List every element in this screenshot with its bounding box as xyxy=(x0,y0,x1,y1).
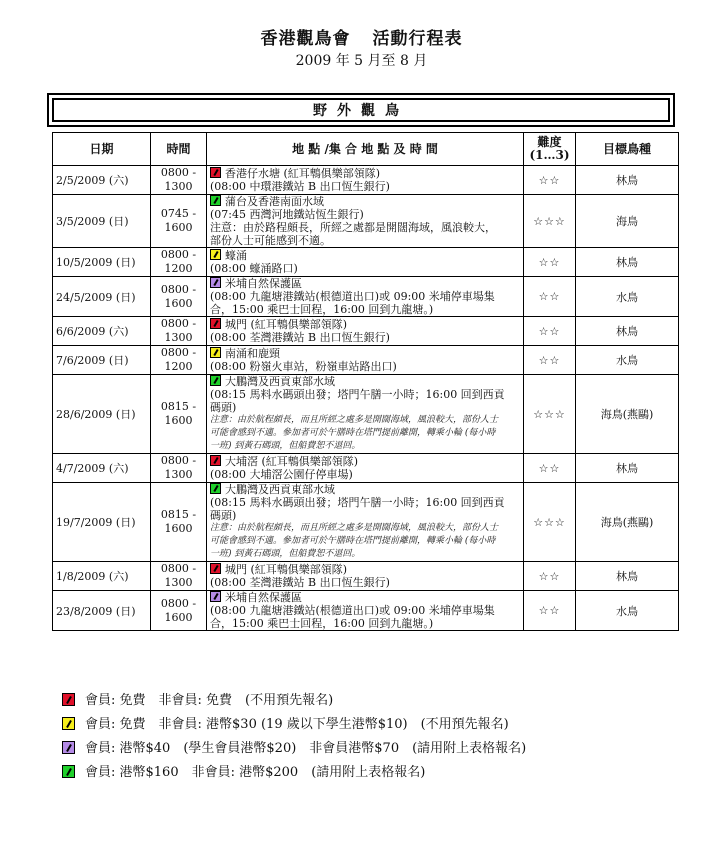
cell-target-birds: 水鳥 xyxy=(576,591,679,631)
time-start: 0800 - xyxy=(160,317,197,330)
location-note: 注意：由於航程頗長，而且所經之處多是開闊海域，風浪較大，部份人士 xyxy=(210,523,499,533)
legend-text: 會員: 免費 非會員: 港幣$30 (19 歲以下學生港幣$10) (不用預先報名) xyxy=(85,717,509,732)
location-name: 蠔涌 xyxy=(225,249,247,262)
location-name: 米埔自然保護區 xyxy=(225,591,302,604)
cell-difficulty: ☆☆ xyxy=(524,317,576,346)
fee-yellow-icon xyxy=(210,249,221,260)
location-name: 城門 (紅耳鵯俱樂部領隊) xyxy=(225,318,348,331)
location-name: 香港仔水塘 (紅耳鵯俱樂部領隊) xyxy=(225,167,381,180)
fee-red-icon xyxy=(62,693,75,706)
cell-time xyxy=(151,483,207,562)
time-start: 0800 - xyxy=(160,166,197,179)
header-difficulty-label: 難度 xyxy=(537,135,562,149)
page-title xyxy=(0,24,723,49)
cell-difficulty: ☆☆ xyxy=(524,277,576,317)
cell-location xyxy=(207,166,524,195)
cell-difficulty: ☆☆☆ xyxy=(524,375,576,454)
table-row xyxy=(53,483,679,562)
cell-target-birds: 林鳥 xyxy=(576,248,679,277)
cell-date: 4/7/2009 (六) xyxy=(53,454,151,483)
meeting-point: (08:00 蠔涌路口) xyxy=(210,262,298,275)
meeting-point: (08:00 荃灣港鐵站 B 出口恆生銀行) xyxy=(210,576,390,589)
location-name: 大埔滘 (紅耳鵯俱樂部領隊) xyxy=(225,455,359,468)
legend-text: 會員: 港幣$160 非會員: 港幣$200 (請用附上表格報名) xyxy=(85,765,426,780)
table-row xyxy=(53,317,679,346)
time-start: 0800 - xyxy=(160,248,197,261)
cell-location xyxy=(207,483,524,562)
cell-time xyxy=(151,195,207,248)
time-start: 0745 - xyxy=(160,207,197,220)
table-row xyxy=(53,454,679,483)
meeting-point: (08:15 馬料水碼頭出發；塔門午膳一小時；16:00 回到西貢 xyxy=(210,496,505,509)
fee-red-icon xyxy=(210,563,221,574)
time-end: 1600 xyxy=(164,296,193,310)
fee-green-icon xyxy=(62,765,75,778)
cell-target-birds: 林鳥 xyxy=(576,562,679,591)
cell-target-birds: 林鳥 xyxy=(576,454,679,483)
legend-text: 會員: 免費 非會員: 免費 (不用預先報名) xyxy=(85,693,334,708)
header-target: 目標鳥種 xyxy=(576,133,679,166)
meeting-point: (08:00 中環港鐵站 B 出口恆生銀行) xyxy=(210,180,390,193)
cell-date: 23/8/2009 (日) xyxy=(53,591,151,631)
time-end: 1600 xyxy=(164,414,193,427)
cell-difficulty: ☆☆ xyxy=(524,454,576,483)
cell-location xyxy=(207,375,524,454)
table-row xyxy=(53,277,679,317)
time-start: 0800 - xyxy=(160,346,197,359)
table-row xyxy=(53,166,679,195)
location-name: 南涌和鹿頸 xyxy=(225,347,280,360)
location-detail: 合，15:00 乘巴士回程，16:00 回到九龍塘。) xyxy=(210,303,434,316)
table-row xyxy=(53,562,679,591)
cell-target-birds: 水鳥 xyxy=(576,346,679,375)
cell-target-birds: 水鳥 xyxy=(576,277,679,317)
table-row xyxy=(53,375,679,454)
cell-time xyxy=(151,562,207,591)
header-location: 地 點 /集 合 地 點 及 時 間 xyxy=(207,133,524,166)
cell-target-birds: 海鳥 xyxy=(576,195,679,248)
header-time: 時間 xyxy=(151,133,207,166)
cell-location xyxy=(207,277,524,317)
header-date: 日期 xyxy=(53,133,151,166)
location-detail: 碼頭) xyxy=(210,401,237,414)
location-name: 米埔自然保護區 xyxy=(225,277,302,290)
legend-item xyxy=(62,741,526,757)
time-start: 0800 - xyxy=(160,596,197,610)
cell-target-birds: 林鳥 xyxy=(576,166,679,195)
schedule-table xyxy=(52,132,679,631)
time-end: 1200 xyxy=(164,262,193,275)
cell-difficulty: ☆☆ xyxy=(524,591,576,631)
location-note: 部份人士可能感到不適。 xyxy=(210,234,331,247)
meeting-point: (08:00 九龍塘港鐵站(根德道出口)或 09:00 米埔停車場集 xyxy=(210,290,495,303)
table-row xyxy=(53,248,679,277)
meeting-point: (08:15 馬料水碼頭出發；塔門午膳一小時；16:00 回到西貢 xyxy=(210,388,505,401)
fee-green-icon xyxy=(210,375,221,386)
location-detail: 碼頭) xyxy=(210,509,237,522)
page-subtitle: 2009 年 5 月至 8 月 xyxy=(295,53,428,69)
meeting-point: (08:00 大埔滘公園仔停車場) xyxy=(210,468,353,481)
header-difficulty xyxy=(524,133,576,166)
time-start: 0815 - xyxy=(160,508,197,521)
cell-location xyxy=(207,346,524,375)
fee-yellow-icon xyxy=(62,717,75,730)
fee-red-icon xyxy=(210,455,221,466)
cell-time xyxy=(151,346,207,375)
cell-difficulty: ☆☆☆ xyxy=(524,195,576,248)
cell-date: 24/5/2009 (日) xyxy=(53,277,151,317)
table-row xyxy=(53,346,679,375)
time-start: 0800 - xyxy=(160,454,197,467)
location-note: 可能會感到不適。參加者可於午膳時在塔門提前離開，轉乘小輪 (每小時 xyxy=(210,428,496,438)
location-detail: 合，15:00 乘巴士回程，16:00 回到九龍塘。) xyxy=(210,617,434,630)
cell-time xyxy=(151,317,207,346)
cell-date: 6/6/2009 (六) xyxy=(53,317,151,346)
cell-target-birds: 海鳥(燕鷗) xyxy=(576,483,679,562)
location-name: 城門 (紅耳鵯俱樂部領隊) xyxy=(225,563,348,576)
cell-time xyxy=(151,454,207,483)
cell-date: 19/7/2009 (日) xyxy=(53,483,151,562)
cell-location xyxy=(207,195,524,248)
header-difficulty-scale: (1…3) xyxy=(529,148,570,162)
time-start: 0800 - xyxy=(160,282,197,296)
cell-difficulty: ☆☆ xyxy=(524,562,576,591)
location-name: 大鵬灣及西貢東部水域 xyxy=(225,375,335,388)
meeting-point: (07:45 西灣河地鐵站恆生銀行) xyxy=(210,208,364,221)
legend-text: 會員: 港幣$40 (學生會員港幣$20) 非會員港幣$70 (請用附上表格報名) xyxy=(85,741,527,756)
legend-item xyxy=(62,717,509,733)
section-header xyxy=(47,93,675,127)
time-end: 1600 xyxy=(164,221,193,234)
cell-location xyxy=(207,591,524,631)
cell-date: 2/5/2009 (六) xyxy=(53,166,151,195)
cell-time xyxy=(151,591,207,631)
table-row xyxy=(53,195,679,248)
fee-purple-icon xyxy=(62,741,75,754)
legend-item xyxy=(62,765,425,781)
time-end: 1600 xyxy=(164,522,193,535)
fee-purple-icon xyxy=(210,277,221,288)
cell-location xyxy=(207,454,524,483)
cell-date: 3/5/2009 (日) xyxy=(53,195,151,248)
cell-time xyxy=(151,277,207,317)
fee-red-icon xyxy=(210,318,221,329)
cell-difficulty: ☆☆☆ xyxy=(524,483,576,562)
title-org: 香港觀鳥會 xyxy=(260,29,351,49)
fee-yellow-icon xyxy=(210,347,221,358)
cell-target-birds: 林鳥 xyxy=(576,317,679,346)
time-end: 1300 xyxy=(164,180,193,193)
fee-red-icon xyxy=(210,167,221,178)
cell-date: 7/6/2009 (日) xyxy=(53,346,151,375)
time-end: 1300 xyxy=(164,576,193,589)
cell-date: 10/5/2009 (日) xyxy=(53,248,151,277)
cell-time xyxy=(151,166,207,195)
time-end: 1300 xyxy=(164,468,193,481)
section-title: 野外觀鳥 xyxy=(52,98,670,122)
cell-date: 1/8/2009 (六) xyxy=(53,562,151,591)
location-name: 大鵬灣及西貢東部水域 xyxy=(225,483,335,496)
cell-location xyxy=(207,248,524,277)
meeting-point: (08:00 九龍塘港鐵站(根德道出口)或 09:00 米埔停車場集 xyxy=(210,604,495,617)
fee-green-icon xyxy=(210,195,221,206)
legend-item xyxy=(62,693,333,709)
fee-purple-icon xyxy=(210,591,221,602)
location-detail: 注意：由於路程頗長，所經之處都是開闊海域，風浪較大， xyxy=(210,221,496,234)
cell-location xyxy=(207,317,524,346)
location-note: 一班) 到黃石碼頭，但船費恕不退回。 xyxy=(210,549,361,559)
location-note: 一班) 到黃石碼頭，但船費恕不退回。 xyxy=(210,441,361,451)
table-header-row xyxy=(53,133,679,166)
meeting-point: (08:00 荃灣港鐵站 B 出口恆生銀行) xyxy=(210,331,390,344)
cell-time xyxy=(151,248,207,277)
title-schedule: 活動行程表 xyxy=(372,29,463,49)
time-end: 1200 xyxy=(164,360,193,373)
cell-location xyxy=(207,562,524,591)
fee-green-icon xyxy=(210,483,221,494)
location-note: 可能會感到不適。參加者可於午膳時在塔門提前離開，轉乘小輪 (每小時 xyxy=(210,536,496,546)
time-start: 0815 - xyxy=(160,400,197,413)
location-name: 蒲台及香港南面水域 xyxy=(225,195,324,208)
cell-difficulty: ☆☆ xyxy=(524,166,576,195)
cell-target-birds: 海鳥(燕鷗) xyxy=(576,375,679,454)
table-row xyxy=(53,591,679,631)
location-note: 注意：由於航程頗長，而且所經之處多是開闊海域，風浪較大，部份人士 xyxy=(210,415,499,425)
time-end: 1600 xyxy=(164,610,193,624)
time-end: 1300 xyxy=(164,331,193,344)
cell-difficulty: ☆☆ xyxy=(524,346,576,375)
meeting-point: (08:00 粉嶺火車站，粉嶺車站路出口) xyxy=(210,360,397,373)
cell-difficulty: ☆☆ xyxy=(524,248,576,277)
cell-time xyxy=(151,375,207,454)
time-start: 0800 - xyxy=(160,562,197,575)
cell-date: 28/6/2009 (日) xyxy=(53,375,151,454)
